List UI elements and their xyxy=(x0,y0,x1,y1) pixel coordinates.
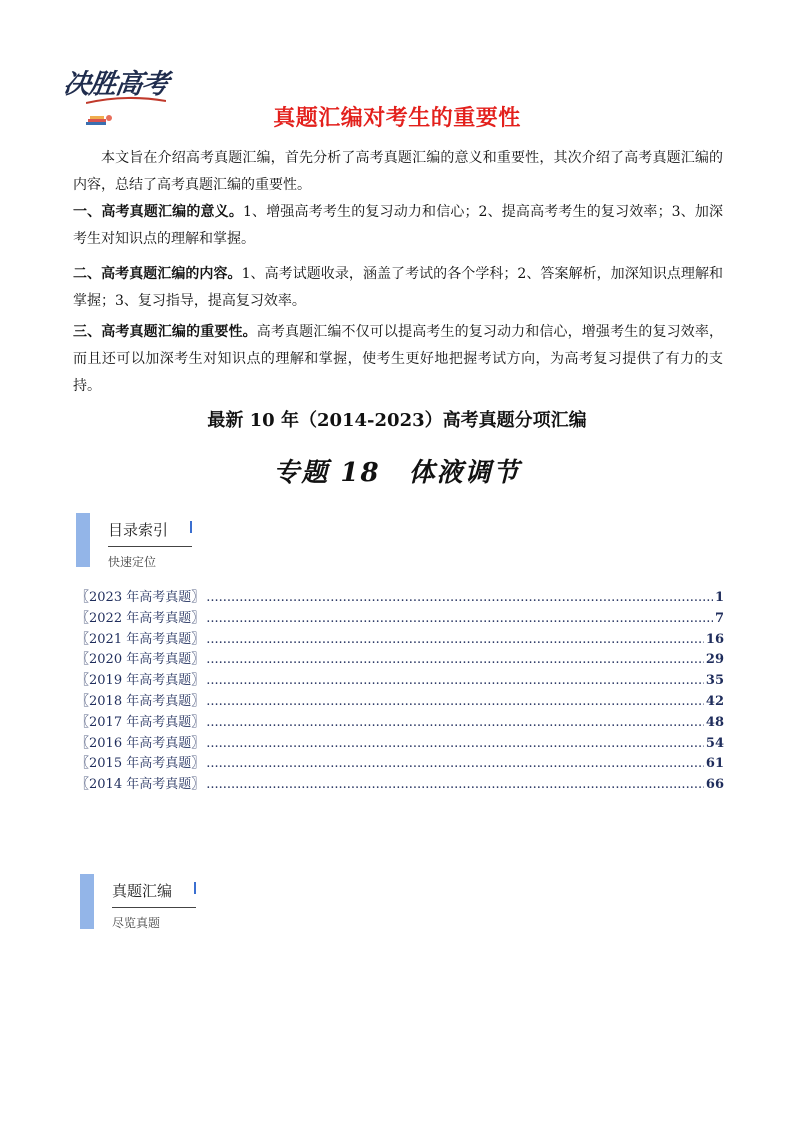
toc-entry-page: 54 xyxy=(705,735,724,751)
section-accent-bar xyxy=(80,874,94,929)
toc-entry-label: 〖2022 年高考真题〗 xyxy=(76,610,205,626)
toc-entry-page: 42 xyxy=(705,693,724,709)
point-body: 高考真题汇编不仅可以提高考生的复习动力和信心，增强考生的复习效率，而且还可以加深考生对知识点的理解和掌握，使考生更好地把握考试方向，为高考复习提供了有力的支持。 xyxy=(73,324,723,394)
toc-entry-label: 〖2021 年高考真题〗 xyxy=(76,631,205,647)
toc-entry[interactable] xyxy=(76,773,724,794)
toc-entry-label: 〖2015 年高考真题〗 xyxy=(76,756,205,772)
point-heading: 一、高考真题汇编的意义。 xyxy=(73,204,243,220)
section-title: 目录索引 xyxy=(108,521,169,539)
toc-leader-dots xyxy=(206,673,704,688)
point-body: 1、高考试题收录，涵盖了考试的各个学科；2、答案解析，加深知识点理解和掌握；3、复习指导，提高复习效率。 xyxy=(73,266,724,309)
point-heading: 二、高考真题汇编的内容。 xyxy=(73,266,242,282)
toc-entry[interactable] xyxy=(76,732,724,753)
toc-leader-dots xyxy=(206,715,704,730)
collection-subtitle: 最新 10 年（2014-2023）高考真题分项汇编 xyxy=(207,410,587,431)
table-of-contents xyxy=(76,586,724,794)
section-title: 真题汇编 xyxy=(112,882,173,900)
toc-entry[interactable] xyxy=(76,648,724,669)
section-subtitle: 尽览真题 xyxy=(112,916,161,930)
toc-entry-label: 〖2019 年高考真题〗 xyxy=(76,673,205,689)
toc-entry-page: 48 xyxy=(705,714,724,730)
exam-section-header xyxy=(80,874,210,930)
toc-entry[interactable] xyxy=(76,690,724,711)
toc-entry-page: 16 xyxy=(705,631,724,647)
topic-title: 专题 18 体液调节 xyxy=(273,458,521,488)
intro-paragraph: 本文旨在介绍高考真题汇编，首先分析了高考真题汇编的意义和重要性，其次介绍了高考真题汇编的内容，总结了高考真题汇编的重要性。 xyxy=(73,150,723,193)
toc-entry[interactable] xyxy=(76,586,724,607)
toc-entry[interactable] xyxy=(76,669,724,690)
toc-entry-label: 〖2016 年高考真题〗 xyxy=(76,735,205,751)
toc-entry-label: 〖2020 年高考真题〗 xyxy=(76,652,205,668)
toc-entry[interactable] xyxy=(76,607,724,628)
toc-entry-page: 61 xyxy=(705,756,724,772)
section-tick-mark xyxy=(194,882,196,894)
toc-leader-dots xyxy=(206,632,704,647)
logo-wordmark: 决胜高考 xyxy=(61,69,170,100)
section-subtitle: 快速定位 xyxy=(108,555,157,569)
point-body: 1、增强高考考生的复习动力和信心；2、提高高考考生的复习效率；3、加深考生对知识点的理解和掌握。 xyxy=(73,204,723,247)
toc-entry-page: 29 xyxy=(705,652,724,668)
toc-entry-page: 35 xyxy=(705,673,724,689)
toc-leader-dots xyxy=(206,652,704,667)
toc-entry-page: 1 xyxy=(714,590,724,605)
toc-entry-label: 〖2014 年高考真题〗 xyxy=(76,777,205,793)
toc-entry-page: 66 xyxy=(705,777,724,793)
toc-entry[interactable] xyxy=(76,752,724,773)
toc-leader-dots xyxy=(206,611,713,626)
toc-leader-dots xyxy=(206,777,704,792)
toc-leader-dots xyxy=(206,736,704,751)
section-accent-bar xyxy=(76,513,90,567)
point-heading: 三、高考真题汇编的重要性。 xyxy=(73,324,257,340)
point-importance xyxy=(73,319,723,400)
toc-leader-dots xyxy=(206,756,704,771)
toc-entry-page: 7 xyxy=(714,610,724,626)
toc-entry-label: 〖2017 年高考真题〗 xyxy=(76,714,205,730)
toc-entry[interactable] xyxy=(76,628,724,649)
toc-entry-label: 〖2023 年高考真题〗 xyxy=(76,590,205,605)
point-content xyxy=(73,261,723,315)
toc-entry-label: 〖2018 年高考真题〗 xyxy=(76,693,205,709)
point-significance xyxy=(73,199,723,253)
section-tick-mark xyxy=(190,521,192,533)
section-underline xyxy=(108,546,192,547)
page-title: 真题汇编对考生的重要性 xyxy=(273,106,521,131)
section-underline xyxy=(112,907,196,908)
toc-leader-dots xyxy=(206,694,704,709)
toc-entry[interactable] xyxy=(76,711,724,732)
toc-leader-dots xyxy=(206,590,713,605)
toc-section-header xyxy=(76,513,206,569)
